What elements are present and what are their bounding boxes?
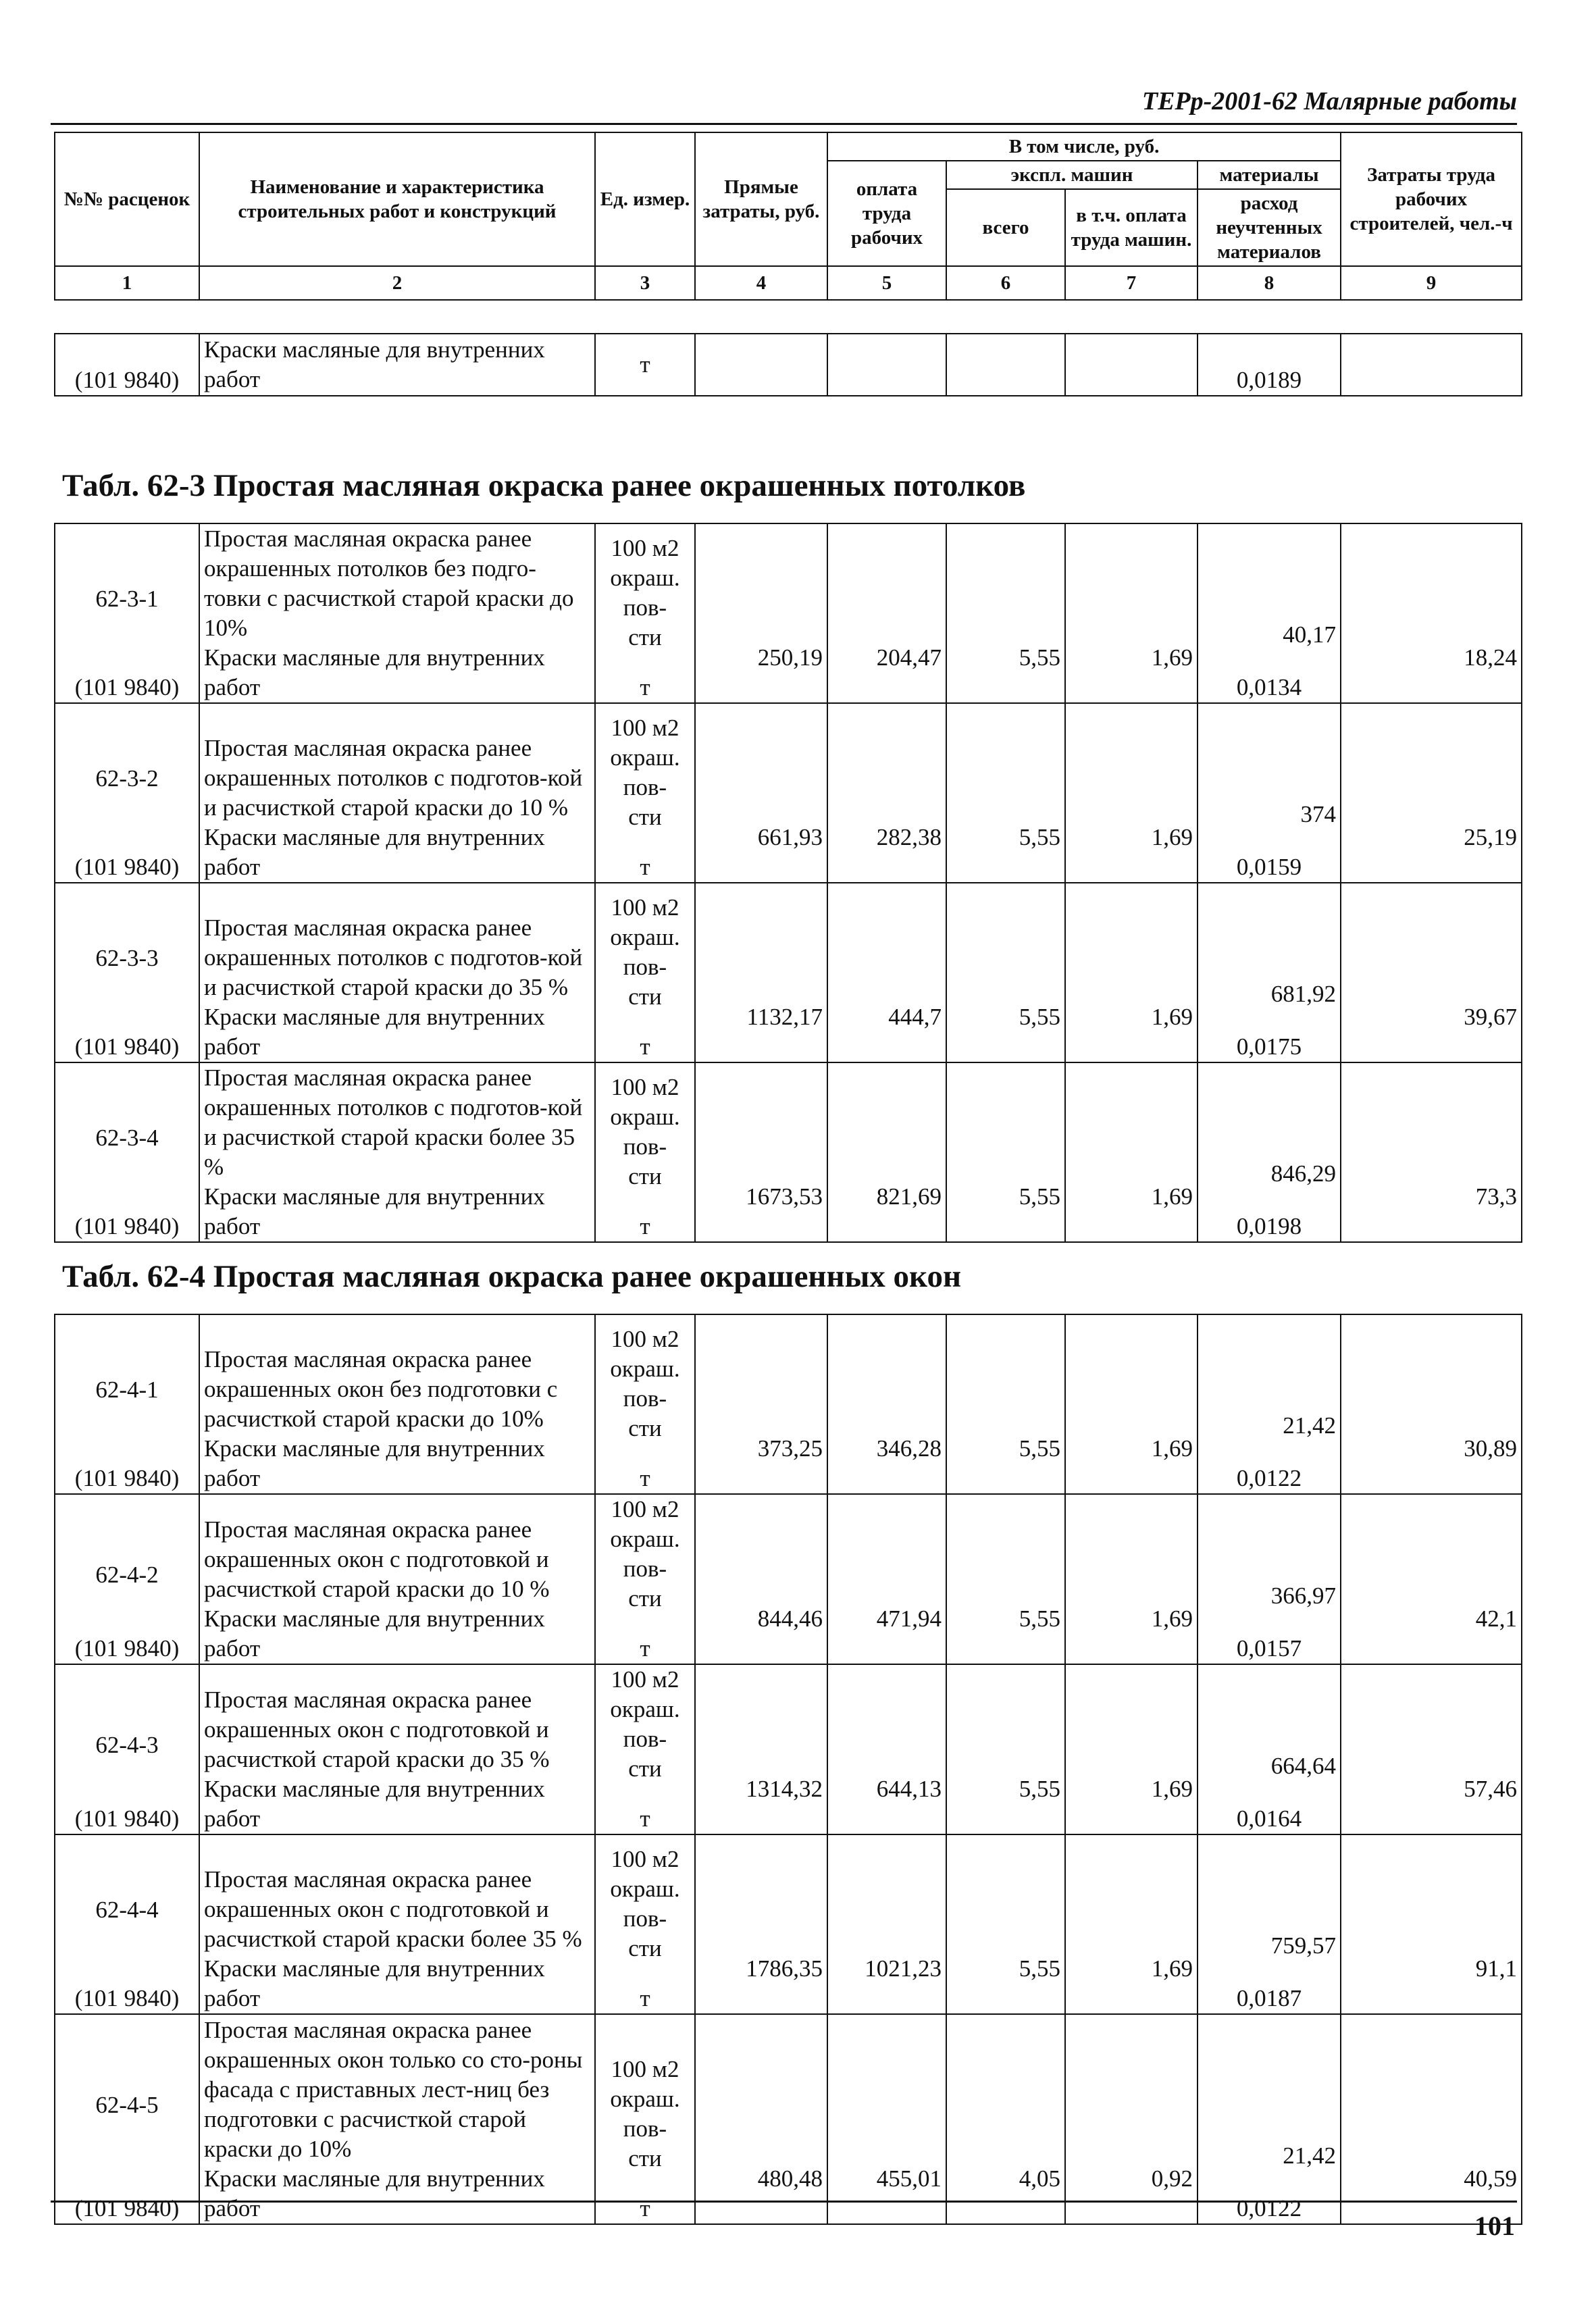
materials-cell [1198,703,1341,883]
resource-code: (101 9840) [74,1033,180,1060]
machine-wages: 1,69 [1065,523,1198,703]
rate-code: 62-3-2 [95,765,159,792]
machines-total: 5,55 [946,883,1065,1062]
rate-code-cell [55,1314,199,1494]
resource-qty: 0,0157 [1236,1635,1302,1662]
machine-wages: 1,69 [1065,883,1198,1062]
unit-cell [595,883,695,1062]
machine-wages: 1,69 [1065,1664,1198,1834]
wages: 282,38 [827,703,946,883]
header-labor-costs: Затраты труда рабочих строителей, чел.-ч [1341,132,1522,266]
resource-code: (101 9840) [55,334,199,396]
unit: 100 м2 окраш. пов-сти [610,1666,680,1782]
resource-unit: т [640,1635,650,1662]
column-number: 4 [695,266,827,300]
direct-costs: 1132,17 [695,883,827,1062]
unit: 100 м2 окраш. пов-сти [610,1846,680,1961]
machines-total: 5,55 [946,1314,1065,1494]
resource-qty: 0,0175 [1236,1033,1302,1060]
column-number: 5 [827,266,946,300]
header-rate-code: №№ расценок [55,132,199,266]
resource-name: Краски масляные для внутренних работ [204,824,545,880]
work-name: Простая масляная окраска ранее окрашенных потолков с подготов-кой и расчисткой старой краски до 10 % [204,735,583,821]
unit-cell [595,523,695,703]
column-number: 6 [946,266,1065,300]
column-header-table [54,132,1522,301]
rate-code: 62-3-1 [95,586,159,612]
wages: 821,69 [827,1062,946,1242]
resource-code: (101 9840) [74,854,180,880]
header-machines-total: всего [946,189,1065,266]
table-row [55,2014,1522,2224]
materials-cell [1198,1834,1341,2014]
materials-cell [1198,523,1341,703]
materials: 664,64 [1270,1753,1336,1779]
work-name: Простая масляная окраска ранее окрашенных потолков с подготов-кой и расчисткой старой краски более 35 % [204,1064,583,1180]
unit-cell [595,703,695,883]
unit-cell [595,1664,695,1834]
resource-qty: 0,0122 [1236,1465,1302,1491]
materials: 681,92 [1270,981,1336,1007]
table-62-4 [54,1314,1522,2225]
table-row [55,703,1522,883]
resource-name: Краски масляные для внутренних работ [204,1004,545,1060]
machine-wages: 0,92 [1065,2014,1198,2224]
work-name: Простая масляная окраска ранее окрашенных окон с подготовкой и расчисткой старой краски до 10 % [204,1516,550,1602]
labor-costs: 30,89 [1341,1314,1522,1494]
work-name-cell [199,523,595,703]
wages: 455,01 [827,2014,946,2224]
work-name-cell [199,1314,595,1494]
header-including: В том числе, руб. [827,132,1341,161]
resource-unit: т [640,674,650,700]
resource-unit: т [640,1213,650,1239]
resource-name: Краски масляные для внутренних работ [204,1776,545,1832]
wages: 204,47 [827,523,946,703]
direct-costs: 373,25 [695,1314,827,1494]
resource-code: (101 9840) [74,674,180,700]
table-row [55,883,1522,1062]
direct-costs: 1673,53 [695,1062,827,1242]
materials: 759,57 [1270,1932,1336,1959]
machines-total: 4,05 [946,2014,1065,2224]
labor-costs: 73,3 [1341,1062,1522,1242]
header-unit: Ед. измер. [595,132,695,266]
bottom-rule [51,2201,1517,2203]
resource-qty: 0,0198 [1236,1213,1302,1239]
labor-costs: 57,46 [1341,1664,1522,1834]
resource-code: (101 9840) [74,2195,180,2221]
work-name: Простая масляная окраска ранее окрашенных потолков с подготов-кой и расчисткой старой краски до 35 % [204,915,583,1000]
work-name: Простая масляная окраска ранее окрашенных окон с подготовкой и расчисткой старой краски более 35 % [204,1866,582,1952]
resource-name: Краски масляные для внутренних работ [204,1435,545,1491]
resource-qty: 0,0189 [1198,334,1341,396]
work-name-cell [199,1062,595,1242]
section-title: Табл. 62-3 Простая масляная окраска ранее окрашенных потолков [62,468,1026,503]
wages: 1021,23 [827,1834,946,2014]
direct-costs: 1314,32 [695,1664,827,1834]
labor-costs: 40,59 [1341,2014,1522,2224]
resource-unit: т [640,1465,650,1491]
direct-costs: 844,46 [695,1494,827,1664]
work-name-cell [199,1834,595,2014]
column-number: 2 [199,266,595,300]
work-name-cell [199,883,595,1062]
unit: 100 м2 окраш. пов-сти [610,1496,680,1612]
header-machines: экспл. машин [946,161,1198,189]
column-number: 8 [1198,266,1341,300]
resource-name: Краски масляные для внутренних работ [204,644,545,700]
machines-total: 5,55 [946,703,1065,883]
rate-code-cell [55,883,199,1062]
work-name-cell [199,703,595,883]
rate-code-cell [55,703,199,883]
resource-name: Краски масляные для внутренних работ [204,1955,545,2011]
resource-code: (101 9840) [74,1465,180,1491]
rate-code-cell [55,1062,199,1242]
wages: 444,7 [827,883,946,1062]
resource-unit: т [640,2195,650,2221]
machines-total: 5,55 [946,1664,1065,1834]
running-head: ТЕРр-2001-62 Малярные работы [1141,87,1517,115]
machine-wages: 1,69 [1065,1494,1198,1664]
wages: 644,13 [827,1664,946,1834]
direct-costs: 661,93 [695,703,827,883]
resource-name: Краски масляные для внутренних работ [204,2165,545,2221]
rate-code-cell [55,523,199,703]
machine-wages: 1,69 [1065,1062,1198,1242]
header-direct-costs: Прямые затраты, руб. [695,132,827,266]
unit-cell [595,1314,695,1494]
machine-wages: 1,69 [1065,1834,1198,2014]
work-name: Простая масляная окраска ранее окрашенных окон только со сто-роны фасада с приставных лест-ниц без подготовки с расчисткой старой краски до 10% [204,2017,583,2162]
table-row [55,1314,1522,1494]
rate-code-cell [55,1664,199,1834]
table-row [55,1664,1522,1834]
labor-costs: 42,1 [1341,1494,1522,1664]
unit-cell [595,2014,695,2224]
materials: 374 [1300,801,1336,827]
materials: 846,29 [1270,1160,1336,1187]
rate-code: 62-4-3 [95,1732,159,1758]
work-name-cell [199,1494,595,1664]
resource-qty: 0,0134 [1236,674,1302,700]
rate-code: 62-3-4 [95,1125,159,1151]
resource-unit: т [595,334,695,396]
rate-code: 62-4-1 [95,1377,159,1403]
page-number: 101 [1474,2211,1515,2241]
wages: 346,28 [827,1314,946,1494]
header-name: Наименование и характеристика строительных работ и конструкций [199,132,595,266]
resource-qty: 0,0187 [1236,1985,1302,2011]
direct-costs: 1786,35 [695,1834,827,2014]
materials: 40,17 [1283,621,1336,648]
materials: 21,42 [1283,1412,1336,1439]
rate-code-cell [55,2014,199,2224]
unit-cell [595,1062,695,1242]
resource-code: (101 9840) [74,1985,180,2011]
header-materials: материалы [1198,161,1341,189]
resource-code: (101 9840) [74,1635,180,1662]
work-name-cell [199,1664,595,1834]
unit-cell [595,1494,695,1664]
rate-code-cell [55,1494,199,1664]
table-row [55,1062,1522,1242]
continuation-row-table [54,333,1522,396]
table-row [55,1834,1522,2014]
resource-name: Краски масляные для внутренних работ [204,1605,545,1662]
rate-code: 62-4-2 [95,1562,159,1588]
table-62-3 [54,523,1522,1243]
table-row [55,1494,1522,1664]
resource-qty: 0,0122 [1236,2195,1302,2221]
machine-wages: 1,69 [1065,1314,1198,1494]
top-rule [51,123,1517,125]
header-machine-wages: в т.ч. оплата труда машин. [1065,189,1198,266]
header-column-numbers [55,266,1522,300]
materials-cell [1198,1314,1341,1494]
column-number: 1 [55,266,199,300]
work-name: Простая масляная окраска ранее окрашенных окон с подготовкой и расчисткой старой краски до 35 % [204,1687,550,1772]
direct-costs: 250,19 [695,523,827,703]
machines-total: 5,55 [946,1062,1065,1242]
rate-code: 62-3-3 [95,945,159,971]
labor-costs: 39,67 [1341,883,1522,1062]
unit: 100 м2 окраш. пов-сти [610,894,680,1010]
section-title: Табл. 62-4 Простая масляная окраска ранее окрашенных окон [62,1259,962,1294]
column-number: 3 [595,266,695,300]
materials: 366,97 [1270,1583,1336,1609]
table-row [55,523,1522,703]
resource-code: (101 9840) [74,1213,180,1239]
resource-name: Краски масляные для внутренних работ [204,1183,545,1239]
resource-qty: 0,0159 [1236,854,1302,880]
column-number: 7 [1065,266,1198,300]
table-row [55,334,1522,396]
work-name: Простая масляная окраска ранее окрашенных потолков без подго-товки с расчисткой старой краски до 10% [204,525,574,641]
materials-cell [1198,883,1341,1062]
header-unaccounted-materials: расход неучтенных материалов [1198,189,1341,266]
rate-code-cell [55,1834,199,2014]
labor-costs: 91,1 [1341,1834,1522,2014]
labor-costs: 18,24 [1341,523,1522,703]
column-number: 9 [1341,266,1522,300]
materials-cell [1198,1664,1341,1834]
unit: 100 м2 окраш. пов-сти [610,2056,680,2171]
unit: 100 м2 окраш. пов-сти [610,535,680,650]
materials: 21,42 [1283,2142,1336,2169]
resource-qty: 0,0164 [1236,1805,1302,1832]
machines-total: 5,55 [946,1494,1065,1664]
unit: 100 м2 окраш. пов-сти [610,715,680,830]
machines-total: 5,55 [946,1834,1065,2014]
wages: 471,94 [827,1494,946,1664]
materials-cell [1198,2014,1341,2224]
labor-costs: 25,19 [1341,703,1522,883]
header-wages: оплата труда рабочих [827,161,946,266]
machine-wages: 1,69 [1065,703,1198,883]
direct-costs: 480,48 [695,2014,827,2224]
resource-name: Краски масляные для внутренних работ [199,334,595,396]
unit: 100 м2 окраш. пов-сти [610,1074,680,1189]
rate-code: 62-4-5 [95,2091,159,2118]
resource-unit: т [640,1033,650,1060]
machines-total: 5,55 [946,523,1065,703]
materials-cell [1198,1494,1341,1664]
resource-unit: т [640,1805,650,1832]
rate-code: 62-4-4 [95,1897,159,1923]
unit-cell [595,1834,695,2014]
resource-unit: т [640,1985,650,2011]
work-name: Простая масляная окраска ранее окрашенных окон без подготовки с расчисткой старой краски до 10% [204,1346,558,1432]
resource-unit: т [640,854,650,880]
unit: 100 м2 окраш. пов-сти [610,1326,680,1441]
resource-code: (101 9840) [74,1805,180,1832]
materials-cell [1198,1062,1341,1242]
work-name-cell [199,2014,595,2224]
